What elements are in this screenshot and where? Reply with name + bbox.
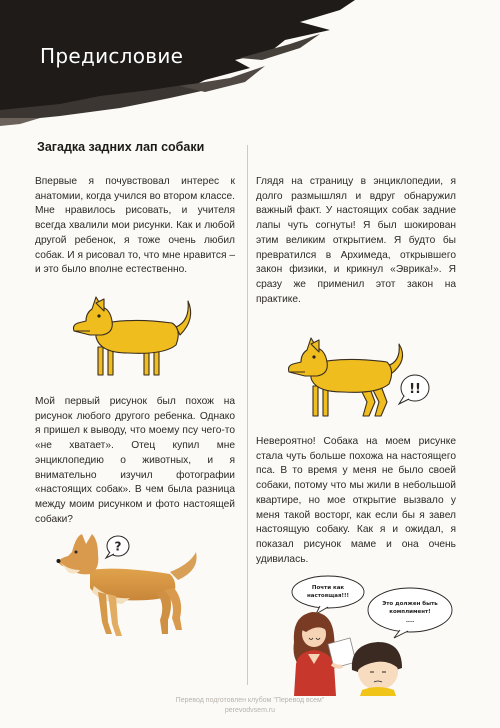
- question-bubble: [104, 534, 132, 560]
- left-paragraph-1: Впервые я почувствовал интерес к анатомии, когда учился во втором классе. Мне нравилось рисовать, и учителя всегда хвалили мои рисунки. Как и любой другой ребенок, я тоже очень любил собак. И я рисовал то, что мне нравится – и это было вполне естественно.: [35, 176, 235, 276]
- right-paragraph-2: Невероятно! Собака на моем рисунке стала чуть больше похожа на настоящего пса. В то время у меня не было своей собаки, потому что мы жили в небольшой квартире, но мое открытие вызвало у меня такой восторг, как если бы я завел настоящую собаку. Как я и ожидал, я показал рисунок маме и она очень удивилась.: [256, 436, 456, 565]
- mother-speech-bubble: [292, 576, 364, 608]
- drawn-dog-bent-legs: [283, 336, 413, 426]
- mother-and-child-illustration: [290, 572, 460, 696]
- child-bubble-line-2: комплимент!: [389, 609, 431, 615]
- mother-bubble-line-1: Почти как: [311, 585, 345, 591]
- child-bubble-line-3: ....: [405, 618, 415, 624]
- footer-credit: Перевод подготовлен клубом "Перевод всем": [175, 697, 325, 704]
- question-mark: ?: [114, 539, 122, 554]
- mother-bubble-line-2: настоящая!!!: [306, 593, 350, 599]
- exclamation-bubble: [396, 372, 432, 406]
- ink-banner: [0, 0, 500, 150]
- page-title: Предисловие: [40, 44, 184, 68]
- child-bubble-line-1: Это должен быть: [382, 601, 438, 607]
- column-divider: [247, 145, 248, 685]
- left-paragraph-2: Мой первый рисунок был похож на рисунок любого другого ребенка. Однако я пришел к выводу, что моему псу чего-то «не хватает». Отец купил мне энциклопедию о животных, и я внимательно изучил фотографии «настоящих собак». В чем была разница между моим рисунком и фото настоящей собаки?: [35, 396, 235, 525]
- footer-url: perevodvsem.ru: [224, 707, 276, 714]
- section-title: Загадка задних лап собаки: [37, 140, 205, 154]
- exclamation-marks: !!: [409, 382, 421, 397]
- right-paragraph-1: Глядя на страницу в энциклопедии, я долго размышлял и вдруг обнаружил важный факт. У настоящих собак задние лапы чуть согнуты! Я был шокирован этим великим открытием. Я будто бы превратился в Архимеда, открывшего закон физики, и крикнул «Эврика!». Я сразу же применил этот закон на практике.: [256, 176, 456, 305]
- drawn-dog-straight-legs: [68, 295, 198, 385]
